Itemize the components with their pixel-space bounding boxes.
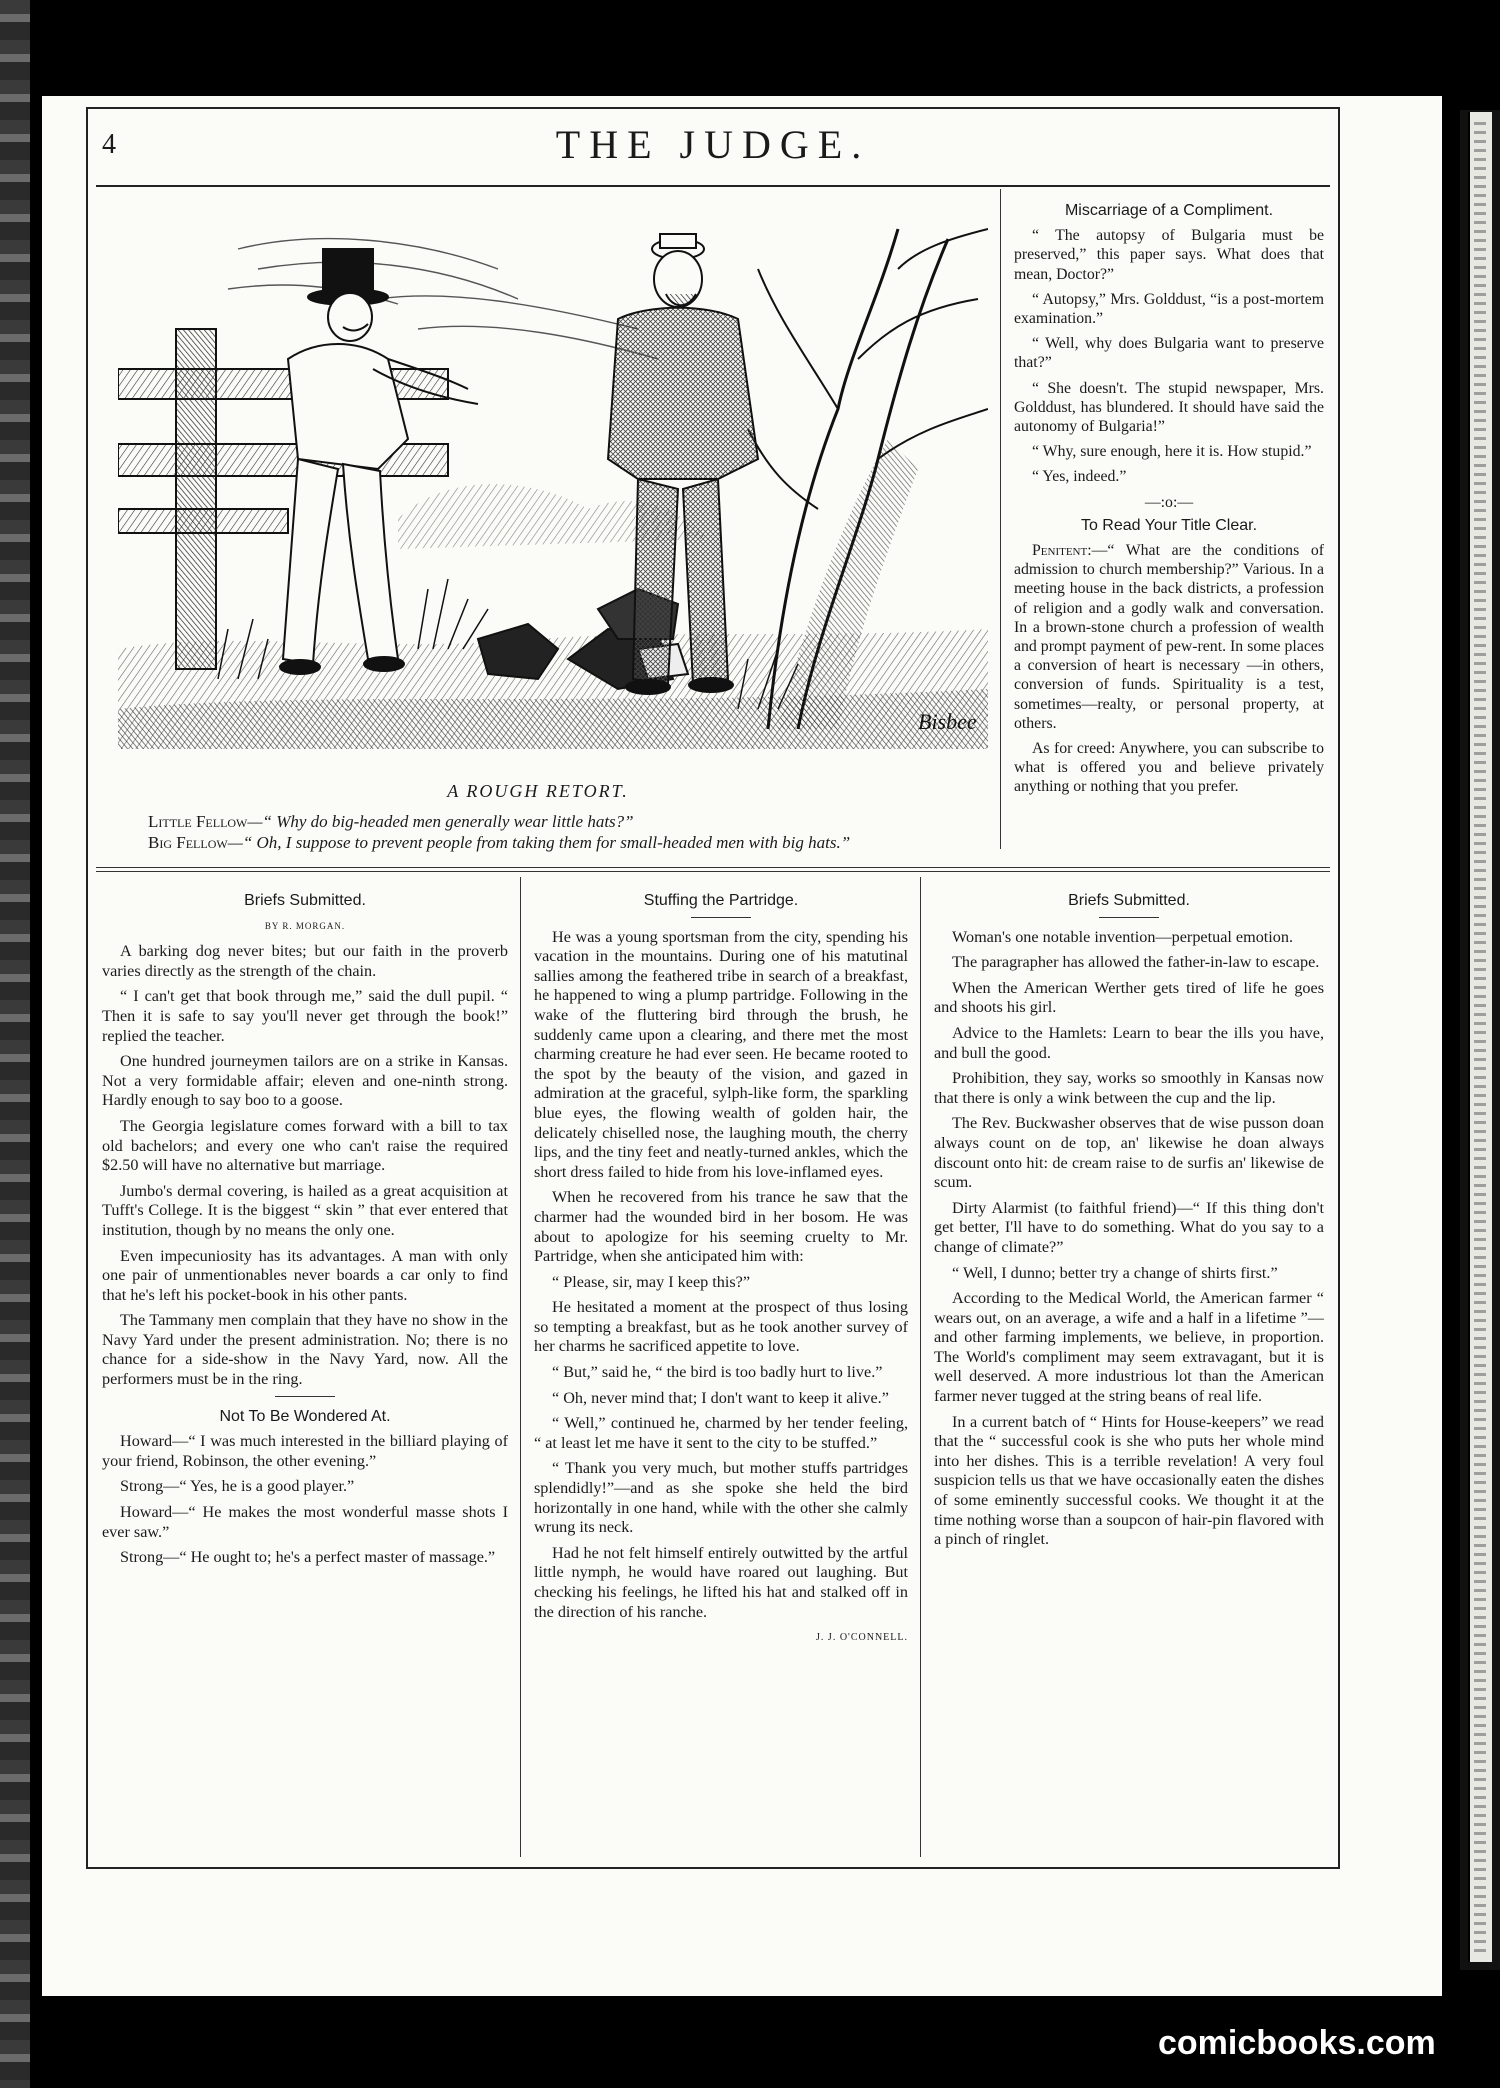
briefs-left-paragraph: The Tammany men complain that they have no show in the Navy Yard under the present administration. No; there is no chance for a side-show in the Navy Yard, now. All the performers must be in the ring. — [102, 1311, 508, 1389]
compliment-paragraph: “ Well, why does Bulgaria want to preserve that?” — [1014, 335, 1324, 372]
briefs-left-title: Briefs Submitted. — [244, 892, 366, 909]
partridge-paragraph: He hesitated a moment at the prospect of thus losing so tempting a breakfast, but as he took another survey of her charms he sacrificed appetite to love. — [534, 1298, 908, 1356]
briefs-left-paragraph: The Georgia legislature comes forward with a bill to tax old bachelors; and every one who can't raise the required $2.50 will have no alternative but marriage. — [102, 1116, 508, 1175]
caption-line-1: —“ Why do big-headed men generally wear little hats?” — [247, 812, 634, 831]
section-separator — [1099, 917, 1159, 918]
briefs-left-byline: BY R. MORGAN. — [264, 920, 346, 931]
section-rule-double — [96, 871, 1330, 872]
compliment-paragraph: “ Why, sure enough, here it is. How stupid.” — [1032, 443, 1312, 461]
cartoon-illustration — [118, 209, 988, 749]
briefs-right-paragraph: Dirty Alarmist (to faithful friend)—“ If this thing don't get better, I'll have to do something. What do you say to a change of climate?” — [934, 1198, 1324, 1256]
cartoon-title: A ROUGH RETORT. — [447, 781, 629, 801]
column-divider-1 — [520, 877, 521, 1857]
briefs-right-paragraph: The Rev. Buckwasher observes that de wise pusson doan always count on de top, an' likewise he doan always discount onto hit: de cream raise to de surfis an' likewise de scum. — [934, 1114, 1324, 1192]
wondered-paragraph: Strong—“ Yes, he is a good player.” — [120, 1477, 355, 1496]
caption-line-2: —“ Oh, I suppose to prevent people from taking them for small-headed men with big hats.” — [227, 833, 851, 852]
briefs-right-paragraph: According to the Medical World, the American farmer “ wears out, on an average, a wife and a half in a lifetime ”—and other farming implements, we believe, in proportion. The World's compliment may seem extravagant, but it is well deserved. A more industrious lot than the American farmer never tugged at the string beans of real life. — [934, 1289, 1324, 1406]
briefs-right-paragraph: “ Well, I dunno; better try a change of shirts first.” — [952, 1263, 1278, 1282]
briefs-left-paragraph: Even impecuniosity has its advantages. A man with only one pair of unmentionables never boards a car only to find that he's left his pocket-book in his other pants. — [102, 1246, 508, 1304]
wondered-title: Not To Be Wondered At. — [219, 1407, 391, 1425]
masthead-title: THE JUDGE. — [555, 122, 871, 167]
briefs-right-paragraph: In a current batch of “ Hints for House-keepers” we read that the “ successful cook is she who puts her whole mind into her dishes. This is a terrible revelation! A very foul suspicion tells us that we have occasionally eaten the dishes of some eminently successful cooks. We thought it at the time nothing worse than a soupcon of hair-pin flavored with a pinch of ringlet. — [934, 1412, 1324, 1549]
wondered-paragraph: Howard—“ He makes the most wonderful masse shots I ever saw.” — [102, 1503, 508, 1541]
site-watermark: comicbooks.com — [1158, 2024, 1436, 2062]
title-clear-lead: Penitent: — [1032, 542, 1092, 560]
caption-speaker-1: Little Fellow — [148, 812, 248, 831]
book-binding-edge — [0, 0, 30, 2088]
briefs-left-paragraph: A barking dog never bites; but our faith in the proverb varies directly as the strength of the chain. — [102, 942, 508, 980]
briefs-right-paragraph: The paragrapher has allowed the father-in-law to escape. — [952, 953, 1320, 972]
title-clear-paragraph: —“ What are the conditions of admission to church membership?” Various. In a meeting house in the back districts, a profession of religion and a godly walk and conversation. In a brown-stone church a profession of wealth and prompt payment of pew-rent. In some places a conversion of heart is necessary —in others, conversion of funds. Spirituality is a test, sometimes—realty, or personal property, at others. — [1014, 542, 1324, 732]
briefs-left-paragraph: One hundred journeymen tailors are on a strike in Kansas. Not a very formidable affair; eleven and one-ninth strong. Hardly enough to say boo to a goose. — [102, 1052, 508, 1110]
briefs-left-column — [102, 891, 508, 1574]
briefs-right-paragraph: Prohibition, they say, works so smoothly in Kansas now that there is only a wink between the cup and the lip. — [934, 1069, 1324, 1107]
partridge-column — [534, 891, 908, 1654]
partridge-paragraph: “ Thank you very much, but mother stuffs partridges splendidly!”—and as she spoke she held the bird horizontally in one hand, while with the other she calmly wrung its neck. — [534, 1459, 908, 1537]
section-separator — [275, 1396, 335, 1397]
compliment-paragraph: “ She doesn't. The stupid newspaper, Mrs. Golddust, has blundered. It should have said the autonomy of Bulgaria!” — [1014, 379, 1324, 436]
briefs-right-paragraph: When the American Werther gets tired of life he goes and shoots his girl. — [934, 978, 1324, 1017]
compliment-paragraph: “ Yes, indeed.” — [1032, 468, 1127, 486]
partridge-paragraph: Had he not felt himself entirely outwitted by the artful little nymph, he would have roared out laughing. But checking his feelings, he lifted his hat and stalked off in the direction of his ranche. — [534, 1543, 908, 1621]
partridge-paragraph: He was a young sportsman from the city, spending his vacation in the mountains. During one of his matutinal sallies among the feathered tribe in search of a breakfast, he happened to wing a plump partridge. Following in the wake of the fluttering bird through the brush, he suddenly came upon a clearing, and there met the most charming creature he had ever seen. He became rooted to the spot by the beauty of the vision, and gazed in admiration at the graceful, sylph-like form, the sparkling blue eyes, the flowing wealth of golden hair, the delicately chiselled nose, the laughing mouth, the cherry lips, and the tiny feet and neatly-turned ankles, which the short dress failed to hide from his love-inflamed eyes. — [534, 927, 908, 1181]
briefs-right-paragraph: Woman's one notable invention—perpetual emotion. — [952, 927, 1294, 946]
right-sidebar-column — [1014, 201, 1324, 803]
briefs-left-paragraph: “ I can't get that book through me,” said the dull pupil. “ Then it is safe to say you'll never get through the book!” replied the teacher. — [102, 987, 508, 1045]
briefs-right-title: Briefs Submitted. — [1068, 892, 1190, 909]
section-rule — [96, 867, 1330, 868]
adjacent-page-sliver — [1468, 112, 1492, 1962]
partridge-title: Stuffing the Partridge. — [643, 892, 799, 909]
page-number: 4 — [102, 129, 116, 160]
compliment-paragraph: “ Autopsy,” Mrs. Golddust, “is a post-mortem examination.” — [1014, 290, 1324, 328]
caption-speaker-2: Big Fellow — [148, 833, 228, 852]
partridge-signature: J. J. O'CONNELL. — [816, 1632, 908, 1644]
cartoon-caption — [118, 811, 986, 853]
partridge-paragraph: When he recovered from his trance he saw that the charmer had the wounded bird in her bosom. He was about to apologize for his seeming cruelty to Mr. Partridge, when she anticipated him with: — [534, 1188, 908, 1266]
partridge-paragraph: “ Please, sir, may I keep this?” — [552, 1272, 751, 1291]
section-divider: —:o:— — [1144, 493, 1194, 511]
wondered-paragraph: Strong—“ He ought to; he's a perfect master of massage.” — [120, 1548, 496, 1567]
column-divider-2 — [920, 877, 921, 1857]
title-clear-paragraph: As for creed: Anywhere, you can subscribe to what is offered you and believe privately anything or nothing that you prefer. — [1014, 740, 1324, 796]
compliment-title: Miscarriage of a Compliment. — [1064, 202, 1274, 219]
wondered-paragraph: Howard—“ I was much interested in the billiard playing of your friend, Robinson, the other evening.” — [102, 1432, 508, 1470]
masthead-rule — [96, 185, 1330, 187]
compliment-paragraph: “ The autopsy of Bulgaria must be preserved,” this paper says. What does that mean, Doctor?” — [1014, 227, 1324, 283]
partridge-paragraph: “ Oh, never mind that; I don't want to keep it alive.” — [552, 1388, 889, 1407]
section-separator — [691, 917, 751, 918]
artist-signature: Bisbee — [918, 709, 977, 734]
page-frame — [86, 107, 1340, 1869]
top-column-divider — [1000, 189, 1001, 849]
briefs-right-paragraph: Advice to the Hamlets: Learn to bear the ills you have, and bull the good. — [934, 1023, 1324, 1062]
title-clear-title: To Read Your Title Clear. — [1080, 516, 1258, 534]
partridge-paragraph: “ Well,” continued he, charmed by her tender feeling, “ at least let me have it sent to the city to be stuffed.” — [534, 1414, 908, 1452]
briefs-left-paragraph: Jumbo's dermal covering, is hailed as a great acquisition at Tufft's College. It is the biggest “ skin ” that ever entered that institution, though by no means the only one. — [102, 1181, 508, 1239]
partridge-paragraph: “ But,” said he, “ the bird is too badly hurt to live.” — [552, 1363, 883, 1382]
briefs-right-column — [934, 891, 1324, 1556]
